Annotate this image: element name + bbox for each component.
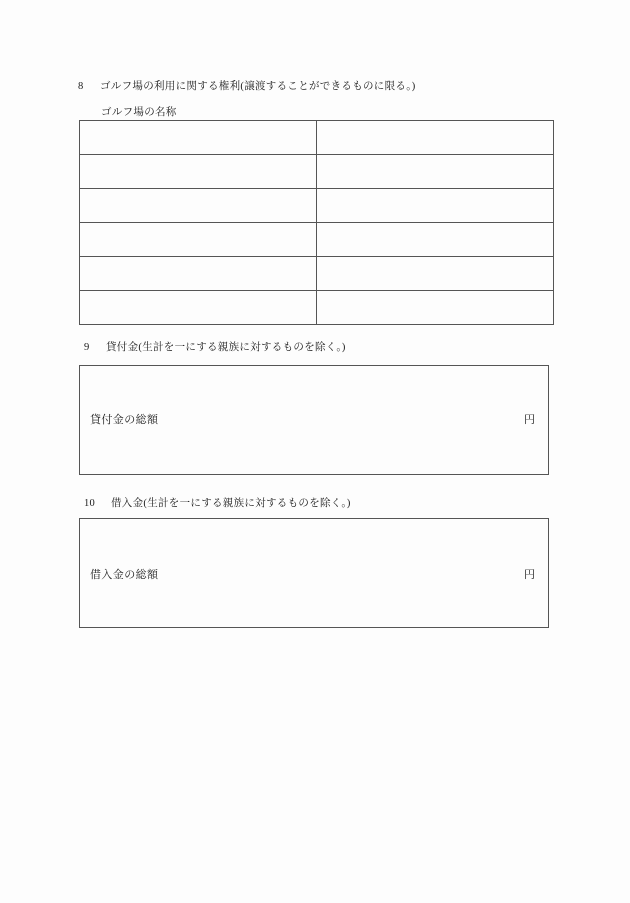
- table-cell-value[interactable]: [317, 155, 554, 189]
- table-cell-value[interactable]: [317, 121, 554, 155]
- table-row: [80, 291, 554, 325]
- table-cell-name[interactable]: [80, 223, 317, 257]
- section-10-title: 借入金(生計を一にする親族に対するものを除く。): [111, 498, 351, 509]
- loan-total-box[interactable]: [79, 365, 549, 475]
- golf-course-table: [79, 120, 554, 325]
- section-8-title: ゴルフ場の利用に関する権利(譲渡することができるものに限る。): [100, 81, 416, 92]
- section-9-heading: [84, 339, 346, 354]
- table-cell-name[interactable]: [80, 189, 317, 223]
- borrowing-total-label: 借入金の総額: [90, 569, 159, 581]
- borrowing-total-unit: 円: [524, 569, 535, 581]
- loan-total-label: 貸付金の総額: [90, 414, 159, 426]
- loan-total-unit: 円: [524, 414, 535, 426]
- table-cell-value[interactable]: [317, 291, 554, 325]
- table-cell-name[interactable]: [80, 257, 317, 291]
- table-row: [80, 223, 554, 257]
- table-cell-value[interactable]: [317, 223, 554, 257]
- table-cell-name[interactable]: [80, 121, 317, 155]
- section-10-number: 10: [84, 498, 96, 509]
- section-9-number: 9: [84, 342, 90, 353]
- section-10-heading: [84, 495, 351, 510]
- table-cell-value[interactable]: [317, 257, 554, 291]
- table-row: [80, 257, 554, 291]
- table-cell-name[interactable]: [80, 155, 317, 189]
- section-8-heading: [78, 78, 416, 93]
- table-row: [80, 121, 554, 155]
- table-row: [80, 155, 554, 189]
- section-9-title: 貸付金(生計を一にする親族に対するものを除く。): [106, 342, 346, 353]
- section-8-number: 8: [78, 81, 84, 92]
- borrowing-total-box[interactable]: [79, 518, 549, 628]
- table-cell-value[interactable]: [317, 189, 554, 223]
- table-cell-name[interactable]: [80, 291, 317, 325]
- table-row: [80, 189, 554, 223]
- section-8-column-header: ゴルフ場の名称: [101, 107, 177, 118]
